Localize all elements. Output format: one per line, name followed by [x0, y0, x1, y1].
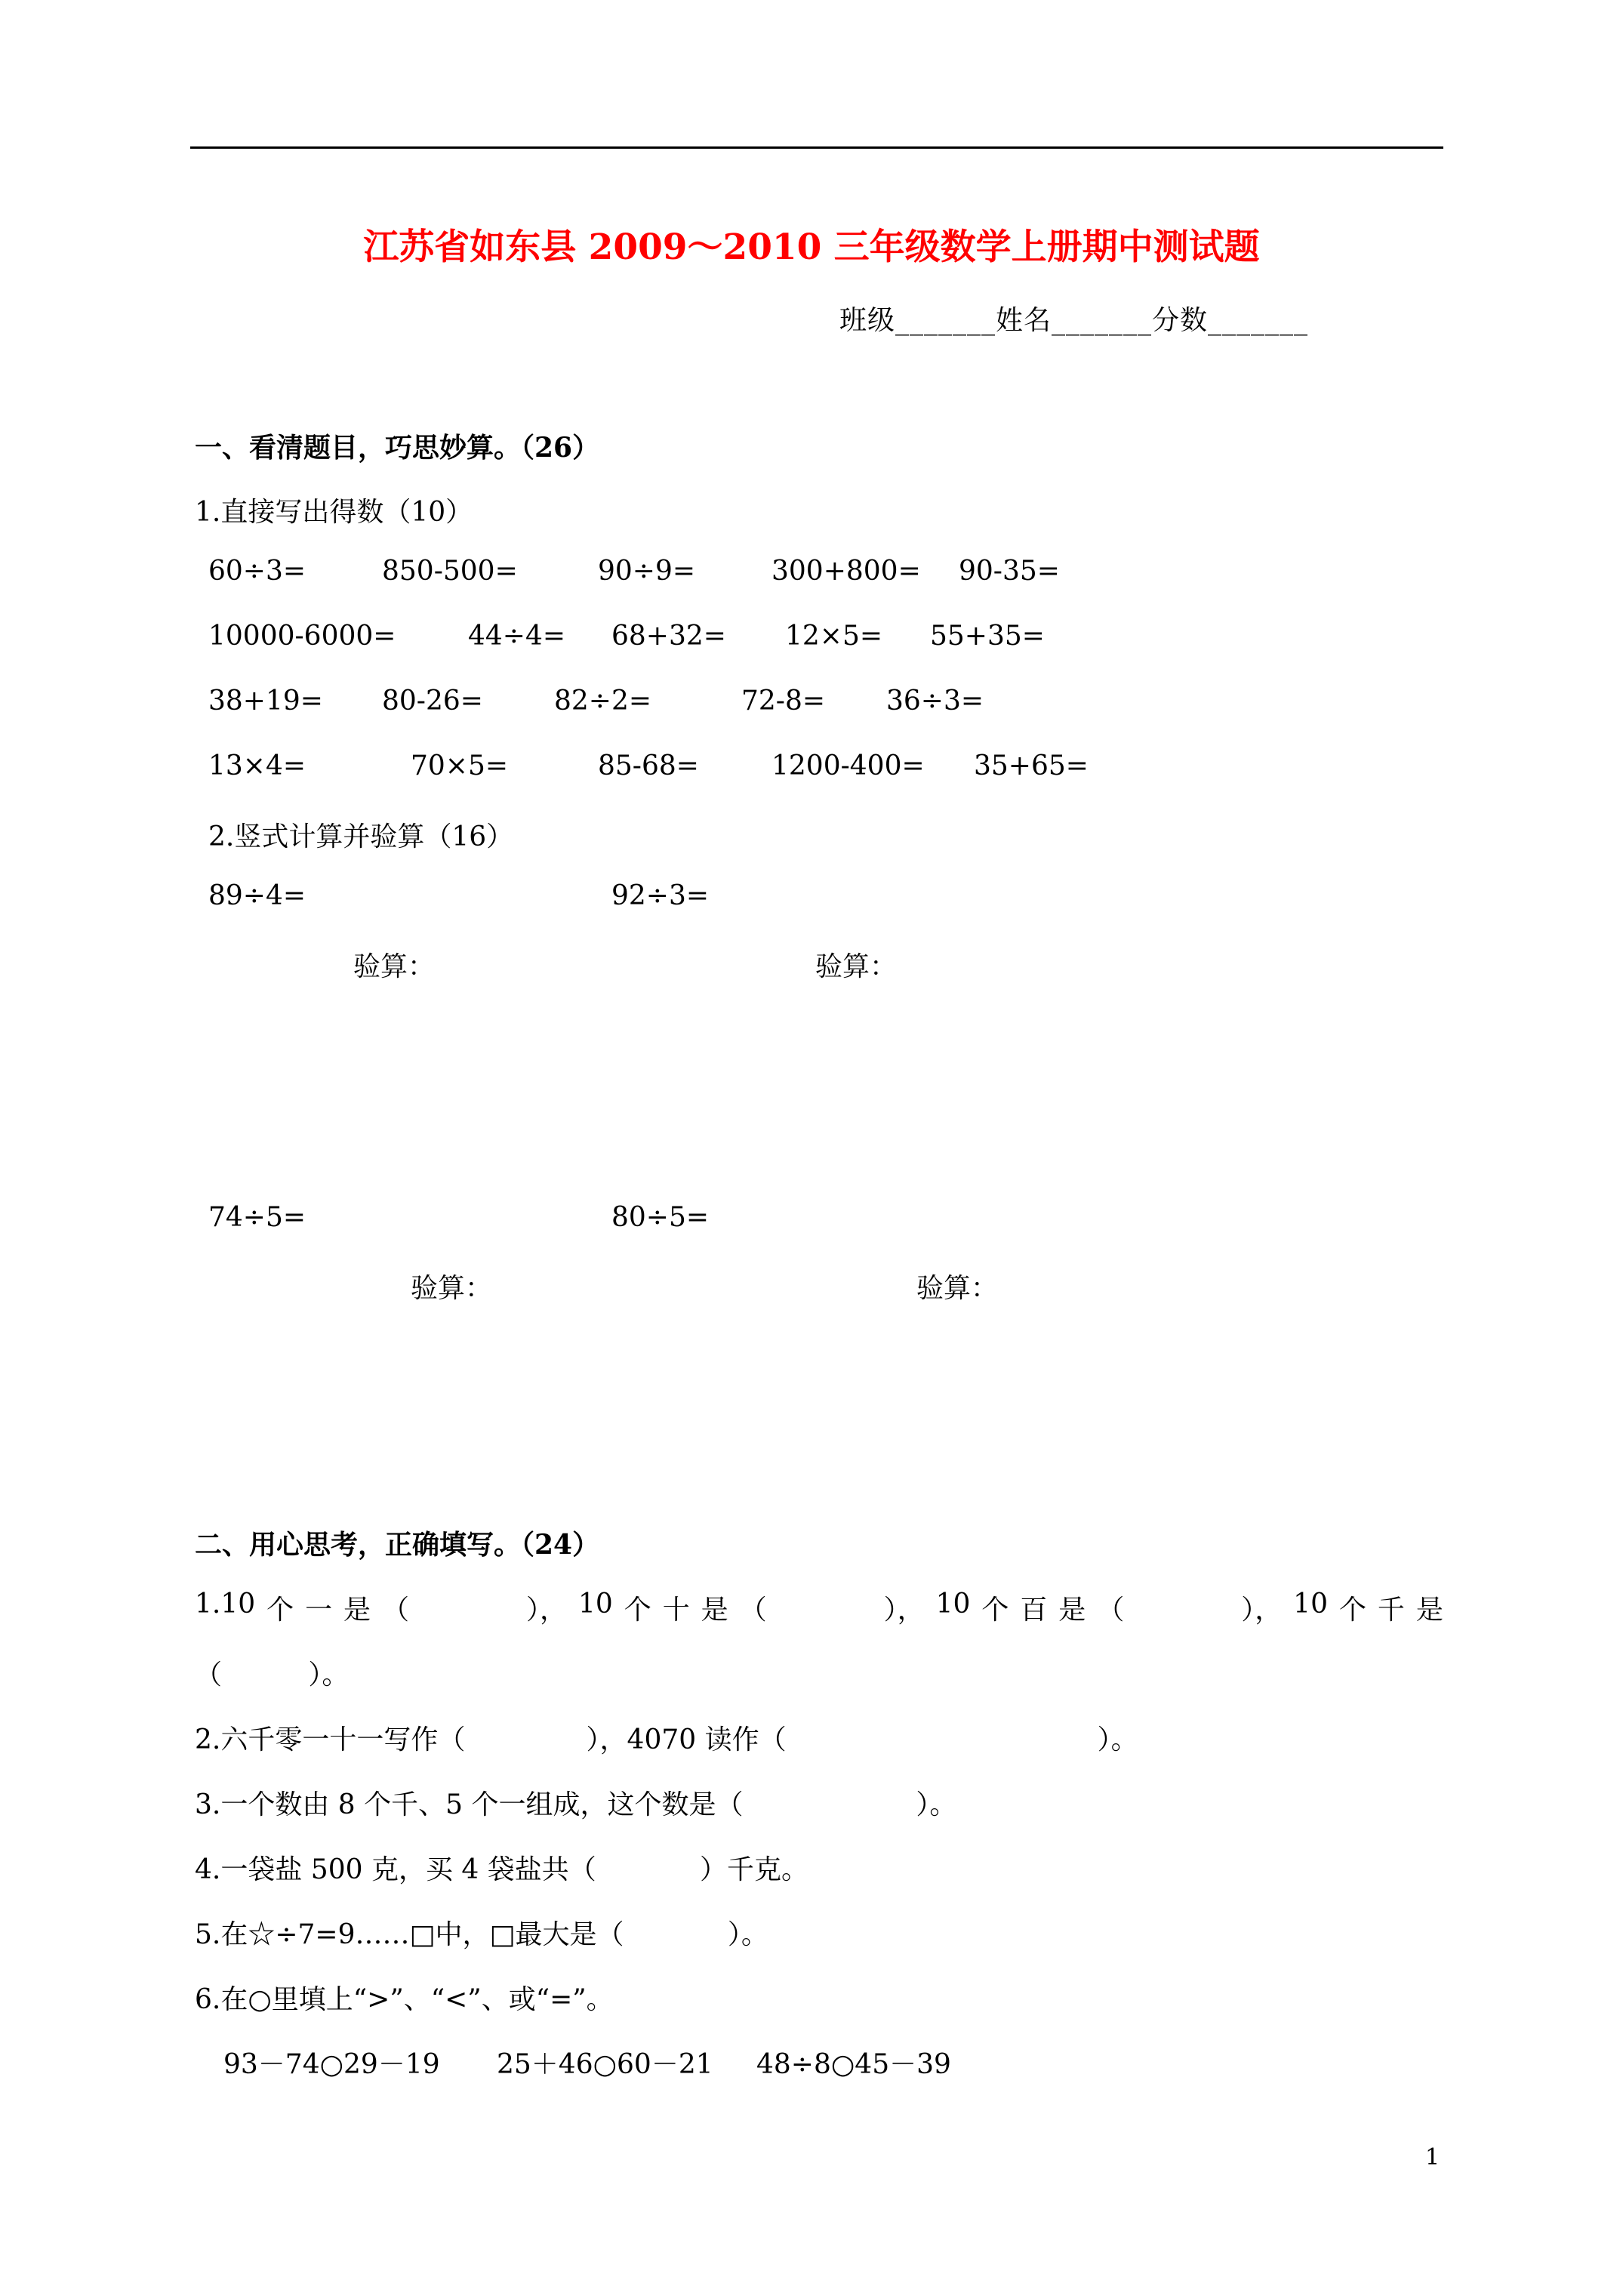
q1-item: 12×5= — [785, 621, 883, 652]
section1-heading: 一、看清题目，巧思妙算。（26） — [195, 432, 600, 464]
q1-item: 90÷9= — [598, 556, 696, 587]
q1-item: 35+65= — [974, 750, 1089, 781]
q1-token: 百 — [1020, 1595, 1048, 1626]
q1-token: 10 — [1293, 1589, 1328, 1620]
q1-item: 80-26= — [382, 686, 483, 717]
q1-item: 1200-400= — [771, 750, 925, 781]
q1-token: ）， — [525, 1595, 567, 1626]
fill-q1-line2: （ ）。 — [195, 1660, 350, 1690]
fill-q1-line1 — [195, 1589, 1443, 1627]
compare-item: 93－74○29－19 — [223, 2049, 440, 2080]
q1-token: 10 — [577, 1589, 613, 1620]
q1-item: 36÷3= — [886, 686, 984, 717]
top-rule — [190, 146, 1443, 149]
q1-token: 是 — [1058, 1595, 1086, 1626]
q1-token: 个 — [266, 1595, 294, 1626]
q1-item: 38+19= — [208, 686, 323, 717]
fill-q3: 3.一个数由 8 个千、5 个一组成，这个数是（ ）。 — [195, 1789, 957, 1820]
q1-token: 一 — [305, 1595, 333, 1626]
compare-item: 48÷8○45－39 — [756, 2049, 951, 2080]
q1-item: 72-8= — [741, 686, 826, 717]
q1-token: 千 — [1377, 1595, 1405, 1626]
q1-label: 1.直接写出得数（10） — [195, 497, 473, 528]
q1-item: 70×5= — [411, 750, 509, 781]
q1-token: 是 — [1415, 1595, 1443, 1626]
q1-item: 300+800= — [771, 556, 921, 587]
q1-token: 个 — [1338, 1595, 1366, 1626]
q1-token: 个 — [624, 1595, 651, 1626]
q1-token: 是 — [701, 1595, 728, 1626]
q1-token: 是 — [343, 1595, 371, 1626]
q1-item: 44÷4= — [468, 621, 566, 652]
q1-token: （ — [1097, 1595, 1125, 1626]
document-title: 江苏省如东县 2009～2010 三年级数学上册期中测试题 — [363, 227, 1260, 268]
fill-q5: 5.在☆÷7=9……□中，□最大是（ ）。 — [195, 1919, 768, 1950]
q1-token: （ — [382, 1595, 410, 1626]
q1-item: 55+35= — [930, 621, 1045, 652]
compare-item: 25＋46○60－21 — [497, 2049, 713, 2080]
q1-item: 82÷2= — [554, 686, 652, 717]
division-problem: 74÷5= — [208, 1202, 306, 1233]
q1-item: 90-35= — [959, 556, 1060, 587]
q1-token: ）， — [1241, 1595, 1283, 1626]
fill-q4: 4.一袋盐 500 克，买 4 袋盐共（ ）千克。 — [195, 1854, 809, 1885]
q1-item: 60÷3= — [208, 556, 306, 587]
header-fields: 班级_______姓名_______分数_______ — [839, 305, 1309, 336]
check-label: 验算： — [353, 951, 436, 982]
fill-q6: 6.在○里填上“>”、“<”、或“=”。 — [195, 1984, 614, 2015]
page-number: 1 — [1425, 2144, 1440, 2171]
fill-q2: 2.六千零一十一写作（ ），4070 读作（ ）。 — [195, 1724, 1138, 1755]
q1-token: （ — [739, 1595, 767, 1626]
q1-item: 13×4= — [208, 750, 306, 781]
q1-token: 十 — [662, 1595, 690, 1626]
division-problem: 80÷5= — [611, 1202, 710, 1233]
q2-label: 2.竖式计算并验算（16） — [208, 821, 514, 852]
q1-item: 850-500= — [382, 556, 518, 587]
q1-item: 68+32= — [611, 621, 726, 652]
q1-item: 85-68= — [598, 750, 699, 781]
division-problem: 89÷4= — [208, 880, 306, 911]
check-label: 验算： — [916, 1273, 999, 1304]
q1-item: 10000-6000= — [208, 621, 396, 652]
check-label: 验算： — [815, 951, 898, 982]
q1-token: 10 — [935, 1589, 971, 1620]
division-problem: 92÷3= — [611, 880, 710, 911]
q1-token: 个 — [981, 1595, 1009, 1626]
check-label: 验算： — [411, 1273, 493, 1304]
q1-token: ）， — [883, 1595, 925, 1626]
section2-heading: 二、用心思考，正确填写。（24） — [195, 1529, 600, 1561]
q1-token: 1.10 — [195, 1589, 256, 1620]
